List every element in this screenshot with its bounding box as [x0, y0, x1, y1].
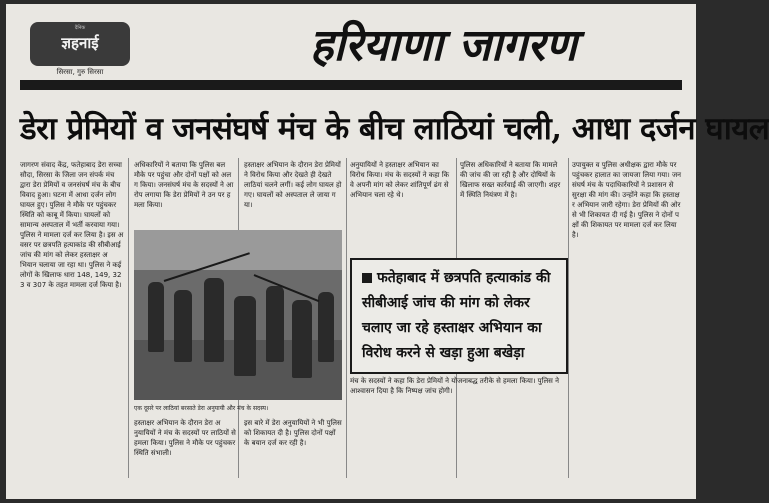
callout-body: फतेहाबाद में छत्रपति हत्याकांड की सीबीआई जांच की मांग को लेकर चलाए जा रहे हस्ताक्षर अभियान का विरोध करने से खड़ा हुआ बखेड़ा — [362, 270, 551, 361]
article-column-5: पुलिस अधिकारियों ने बताया कि मामले की जांच की जा रही है और दोषियों के खिलाफ सख्त कार्रवाई की जाएगी। शहर में स्थिति नियंत्रण में है। — [460, 161, 561, 199]
logo-name: ज्ञहनाई — [61, 34, 99, 52]
photo-figure — [318, 292, 334, 362]
news-photo — [134, 230, 342, 400]
headline: डेरा प्रेमियों व जनसंघर्ष मंच के बीच लाठियां चली, आधा दर्जन घायल — [20, 111, 769, 147]
article-column-2-lower: हस्ताक्षर अभियान के दौरान डेरा अनुयायियों ने मंच के सदस्यों पर लाठियों से हमला किया। पुलिस ने मौके पर पहुंचकर स्थिति संभाली। — [134, 419, 236, 457]
photo-lathi — [254, 274, 320, 302]
article-column-1: जागरण संवाद केंद्र, फतेहाबाद डेरा सच्चा सौदा, सिरसा के जिला जन संपर्क मंच द्वारा डेरा प्रेमियों व जनसंघर्ष मंच के बीच विवाद हुआ। घटना में आधा दर्जन लोग घायल हुए। पुलिस ने मौके पर पहुंचकर स्थिति को काबू में किया। घायलों को सामान्य अस्पताल में भर्ती करवाया गया। पुलिस ने मामला दर्ज कर लिया है। इस अवसर पर छत्रपति हत्याकांड की सीबीआई जांच की मांग को लेकर हस्ताक्षर अभियान चलाया जा रहा था। पुलिस ने कई लोगों के खिलाफ धारा 148, 149, 323 व 307 के तहत मामला दर्ज किया है। — [20, 161, 124, 289]
photo-caption: एक दूसरे पर लाठियां बरसाते डेरा अनुयायी और मंच के सदस्य। — [134, 405, 269, 412]
logo-tagline: दैनिक — [74, 25, 86, 31]
masthead — [20, 18, 682, 76]
column-divider — [346, 158, 347, 478]
paper-title: हरियाणा जागरण — [310, 20, 577, 71]
paper-logo — [30, 22, 130, 66]
article-column-6: उपायुक्त व पुलिस अधीक्षक द्वारा मौके पर पहुंचकर हालात का जायजा लिया गया। जनसंघर्ष मंच के पदाधिकारियों ने प्रशासन से सुरक्षा की मांग की। उन्होंने कहा कि हस्ताक्षर अभियान जारी रहेगा। डेरा प्रेमियों की ओर से भी शिकायत दी गई है। पुलिस ने दोनों पक्षों की शिकायत पर मामला दर्ज कर लिया है। — [572, 161, 682, 239]
photo-figure — [266, 286, 284, 362]
edition-label: सिरसा, गुरु सिरसा — [56, 68, 104, 76]
photo-figure — [292, 300, 312, 378]
article-column-3-lower: इस बारे में डेरा अनुयायियों ने भी पुलिस को शिकायत दी है। पुलिस दोनों पक्षों के बयान दर्ज कर रही है। — [244, 419, 342, 447]
column-divider — [128, 158, 129, 478]
column-divider — [568, 158, 569, 478]
masthead-rule — [20, 80, 682, 90]
bullet-square-icon — [362, 273, 372, 283]
photo-background — [134, 230, 342, 270]
article-column-2: अधिकारियों ने बताया कि पुलिस बल मौके पर पहुंचा और दोनों पक्षों को अलग किया। जनसंघर्ष मंच के सदस्यों ने आरोप लगाया कि डेरा प्रेमियों ने उन पर हमला किया। — [134, 161, 234, 209]
article-column-4-lower: मंच के सदस्यों ने कहा कि डेरा प्रेमियों ने योजनाबद्ध तरीके से हमला किया। पुलिस ने आश्वासन दिया है कि निष्पक्ष जांच होगी। — [350, 377, 560, 395]
callout-text — [362, 266, 560, 366]
article-column-3: हस्ताक्षर अभियान के दौरान डेरा प्रेमियों ने विरोध किया और देखते ही देखते लाठियां चलने लगीं। कई लोग घायल हो गए। घायलों को अस्पताल ले जाया गया। — [244, 161, 342, 209]
photo-figure — [204, 278, 224, 362]
newspaper-page — [6, 4, 769, 499]
photo-figure — [148, 282, 164, 352]
article-column-4: अनुयायियों ने हस्ताक्षर अभियान का विरोध किया। मंच के सदस्यों ने कहा कि वे अपनी मांग को लेकर शांतिपूर्ण ढंग से अभियान चला रहे थे। — [350, 161, 450, 199]
photo-figure — [234, 296, 256, 376]
photo-figure — [174, 290, 192, 362]
callout-box — [350, 258, 568, 374]
